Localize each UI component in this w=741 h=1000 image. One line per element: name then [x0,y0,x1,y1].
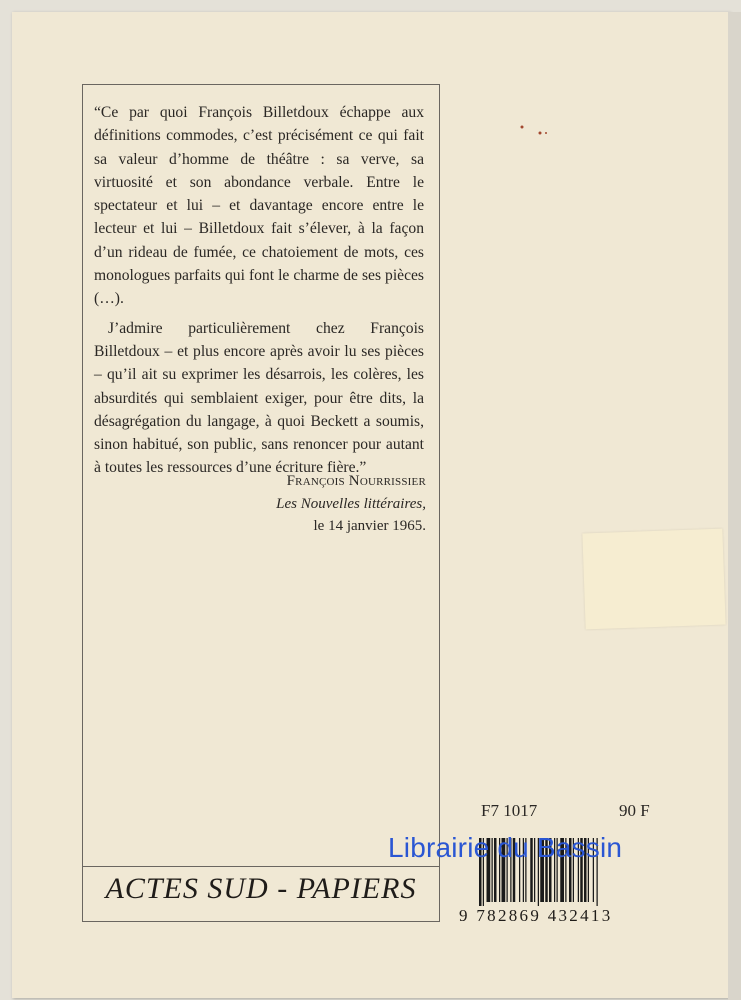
price-sticker-residue [582,529,725,630]
quote-attribution [150,470,426,538]
cover-specks [518,124,558,140]
cover-edge [728,12,741,1000]
quote-paragraph-2: J’admire particulièrement chez François Billetdoux – et plus encore après avoir lu ses pièces – qu’il ait su exprimer les désarrois, les colères, les absurdités qui semblaient exiger, pour être dits, la désagrégation du langage, à quoi Beckett a soumis, sinon habitué, son public, sans renoncer pour autant à toutes les ressources d’une écriture fière.” [94,319,424,477]
attribution-author: François Nourrissier [286,473,426,489]
attribution-date: le 14 janvier 1965. [313,518,426,534]
reference-code: F7 1017 [481,801,538,820]
price-label: 90 F [619,801,650,820]
isbn-digits: 9 782869 432413 [459,906,613,925]
bookseller-watermark: Librairie du Bassin [388,832,623,863]
attribution-publication: Les Nouvelles littéraires, [276,495,426,512]
frame-divider [82,866,440,867]
review-quote [94,101,424,480]
quote-paragraph-1: “Ce par quoi François Billetdoux échappe aux définitions commodes, c’est précisément ce qui fait sa valeur d’homme de théâtre : sa verve, sa virtuosité et son abondance verbale. Entre le spectateur et lui – et davantage encore entre le lecteur et lui – Billetdoux fait s’élever, à la façon d’un rideau de fumée, ce chatoiement de mots, ces monologues parfaits qui font le charme de ses pièces (…). [94,104,424,308]
publisher-imprint: ACTES SUD - PAPIERS [105,872,417,905]
